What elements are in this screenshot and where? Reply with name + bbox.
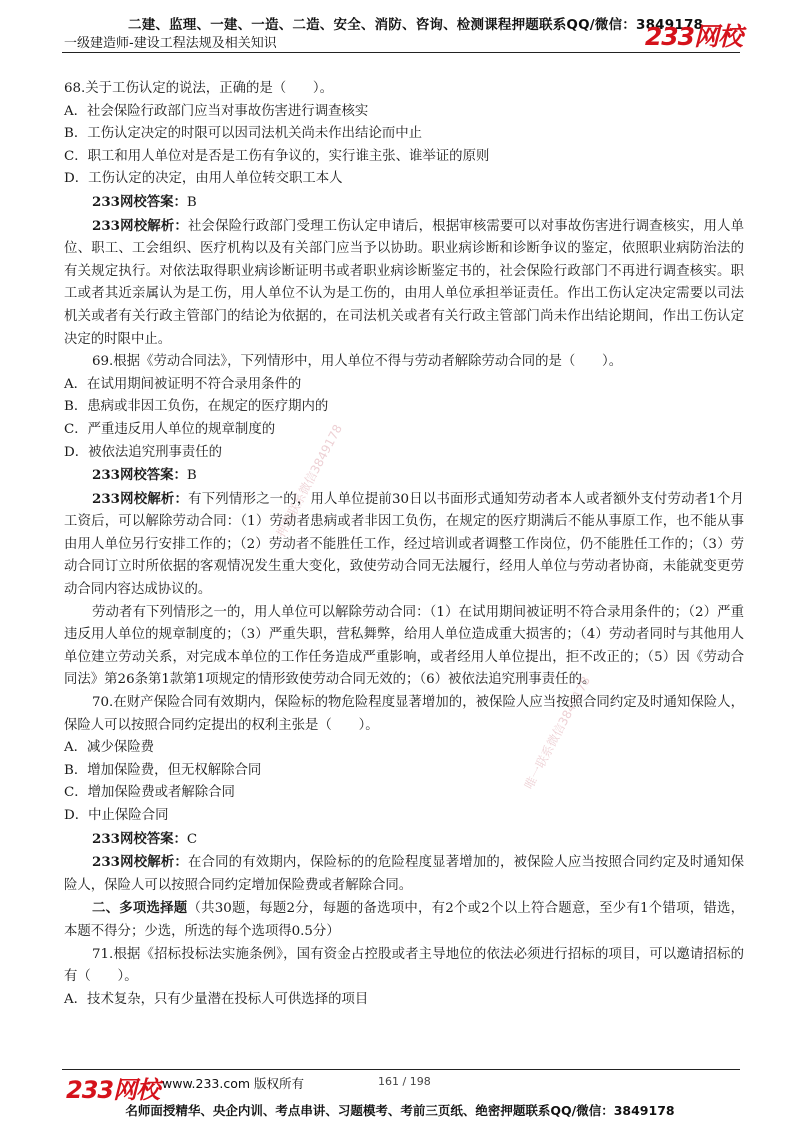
answer-value: B bbox=[186, 194, 197, 210]
page-content bbox=[64, 78, 744, 1011]
question-option: C．职工和用人单位对是否是工伤有争议的，实行谁主张、谁举证的原则 bbox=[64, 148, 490, 164]
page-number: 161 / 198 bbox=[378, 1075, 431, 1088]
section-title: 二、多项选择题 bbox=[92, 900, 188, 917]
analysis-label: 233网校解析： bbox=[92, 217, 188, 234]
analysis-paragraph bbox=[64, 488, 744, 602]
question-option: D．中止保险合同 bbox=[64, 808, 169, 823]
analysis-text: 在合同的有效期内，保险标的的危险程度显著增加的，被保险人应当按照合同约定及时通知保险人，保险人可以按照合同约定增加保险费或者解除合同。 bbox=[64, 855, 745, 893]
question-option: B．工伤认定决定的时限可以因司法机关尚未作出结论而中止 bbox=[64, 126, 422, 142]
footer-divider bbox=[62, 1069, 740, 1070]
question-stem: 71.根据《招标投标法实施条例》，国有资金占控股或者主导地位的依法必须进行招标的项目，可以邀请招标的有（ ）。 bbox=[64, 946, 744, 985]
answer-value: C bbox=[186, 831, 198, 847]
section-heading bbox=[64, 897, 744, 943]
site-logo: 233网校 bbox=[644, 22, 742, 51]
footer-logo: 233网校 bbox=[66, 1076, 160, 1104]
question-option: B．患病或非因工负伤，在规定的医疗期内的 bbox=[64, 399, 329, 415]
analysis-label: 233网校解析： bbox=[92, 490, 189, 507]
analysis-extra: 劳动者有下列情形之一的，用人单位可以解除劳动合同：（1）在试用期间被证明不符合录用条件的；（2）严重违反用人单位的规章制度的；（3）严重失职，营私舞弊，给用人单位造成重大损害的；（4）劳动者同时与其他用人单位建立劳动关系，对完成本单位的工作任务造成严重影响，或者经用人单位提出，拒不改正的；（5）因《劳动合同法》第26条第1款第1项规定的情形致使劳动合同无效的；（6）被依法追究刑事责任的。 bbox=[64, 604, 744, 688]
header-courses-line: 二建、监理、一建、一造、二造、安全、消防、咨询、检测课程押题联系QQ/微信：3849178 bbox=[128, 17, 704, 33]
watermark: 押题联系微信3849178 bbox=[273, 422, 346, 540]
analysis-label: 233网校解析： bbox=[92, 854, 188, 871]
answer-line bbox=[64, 191, 744, 215]
answer-label: 233网校答案： bbox=[92, 193, 187, 210]
answer-label: 233网校答案： bbox=[92, 467, 187, 484]
question-option: A．在试用期间被证明不符合录用条件的 bbox=[64, 376, 302, 392]
question-stem: 69.根据《劳动合同法》，下列情形中，用人单位不得与劳动者解除劳动合同的是（ ）。 bbox=[92, 354, 623, 370]
footer-copyright: www.233.com 版权所有 bbox=[162, 1076, 304, 1091]
question-stem: 70.在财产保险合同有效期内，保险标的物危险程度显著增加的，被保险人应当按照合同约定及时通知保险人，保险人可以按照合同约定提出的权利主张是（ ）。 bbox=[64, 695, 744, 733]
question-option: A．社会保险行政部门应当对事故伤害进行调查核实 bbox=[64, 103, 369, 119]
question-stem: 68.关于工伤认定的说法，正确的是（ ）。 bbox=[64, 81, 334, 96]
question-option: A．技术复杂，只有少量潜在投标人可供选择的项目 bbox=[64, 991, 369, 1007]
watermark: 唯一联系微信3849178 bbox=[521, 674, 594, 792]
header-doc-title: 一级建造师-建设工程法规及相关知识 bbox=[64, 36, 277, 51]
answer-line bbox=[64, 828, 744, 852]
answer-line bbox=[64, 464, 744, 488]
analysis-text: 社会保险行政部门受理工伤认定申请后，根据审核需要可以对事故伤害进行调查核实，用人单位、职工、工会组织、医疗机构以及有关部门应当予以协助。职业病诊断和诊断争议的鉴定，依照职业病防治法的有关规定执行。对依法取得职业病诊断证明书或者职业病诊断鉴定书的，社会保险行政部门不再进行调查核实。职工或者其近亲属认为是工伤，用人单位不认为是工伤的，由用人单位承担举证责任。作出工伤认定决定需要以司法机关或者有关行政主管部门的结论为依据的，在司法机关或者有关行政主管部门尚未作出结论期间，作出工伤认定决定的时限中止。 bbox=[64, 218, 745, 347]
question-option: D．工伤认定的决定，由用人单位转交职工本人 bbox=[64, 171, 343, 187]
answer-label: 233网校答案： bbox=[92, 830, 187, 847]
answer-value: B bbox=[186, 468, 197, 484]
question-option: B．增加保险费，但无权解除合同 bbox=[64, 762, 262, 778]
question-option: C．增加保险费或者解除合同 bbox=[64, 785, 235, 801]
question-option: C．严重违反用人单位的规章制度的 bbox=[64, 421, 276, 437]
section-desc: （共30题，每题2分，每题的备选项中，有2个或2个以上符合题意，至少有1个错项，错选，本题不得分；少选，所选的每个选项得0.5分） bbox=[64, 901, 745, 939]
header-divider bbox=[62, 52, 740, 53]
question-option: A．减少保险费 bbox=[64, 740, 155, 756]
analysis-text: 有下列情形之一的，用人单位提前30日以书面形式通知劳动者本人或者额外支付劳动者1个月工资后，可以解除劳动合同：（1）劳动者患病或者非因工负伤，在规定的医疗期满后不能从事原工作，也不能从事由用人单位另行安排工作的；（2）劳动者不能胜任工作，经过培训或者调整工作岗位，仍不能胜任工作的；（3）劳动合同订立时所依据的客观情况发生重大变化，致使劳动合同无法履行，经用人单位与劳动者协商，未能就变更劳动合同内容达成协议的。 bbox=[64, 491, 744, 598]
question-option: D．被依法追究刑事责任的 bbox=[64, 444, 223, 460]
analysis-paragraph bbox=[64, 215, 744, 352]
analysis-paragraph bbox=[64, 851, 744, 897]
footer-promo: 名师面授精华、央企内训、考点串讲、习题模考、考前三页纸、绝密押题联系QQ/微信：3849178 bbox=[125, 1103, 675, 1118]
